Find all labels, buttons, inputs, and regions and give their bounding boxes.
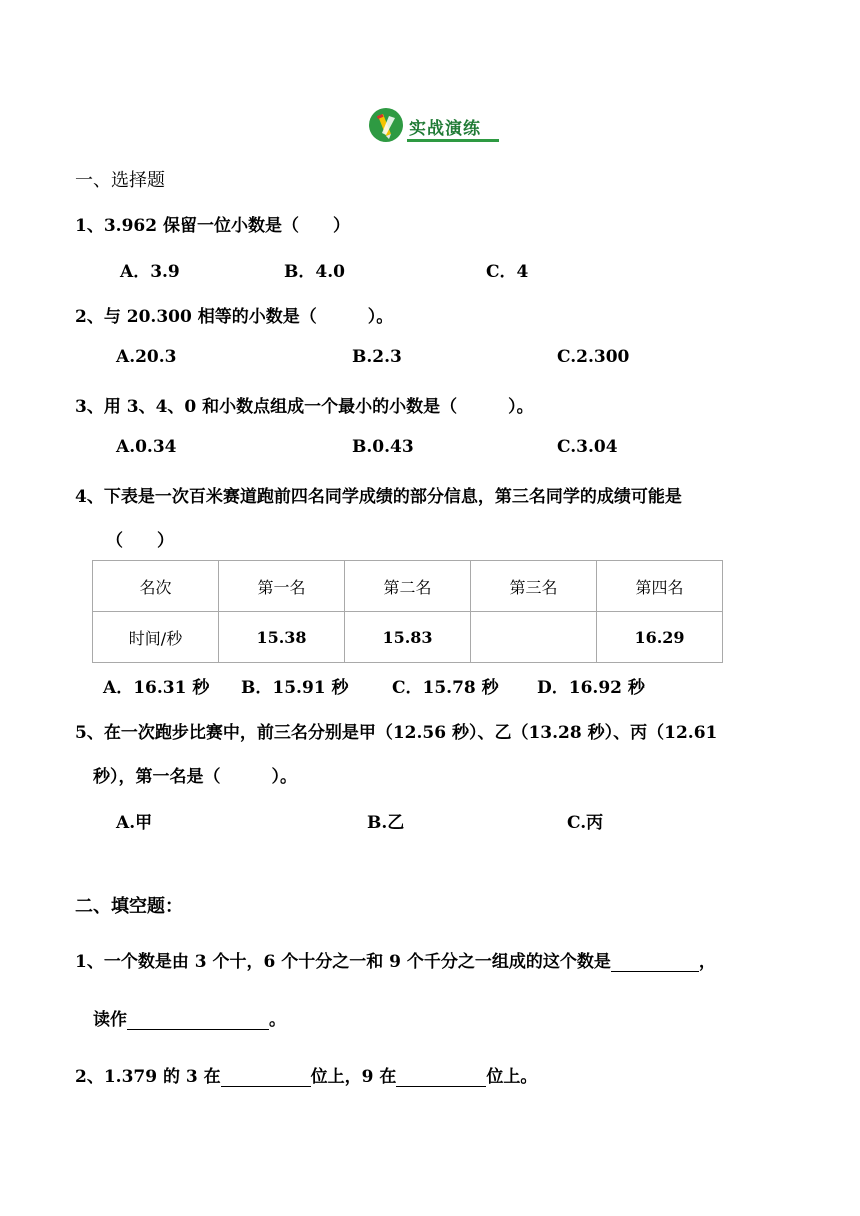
fill-question-2-text-a: 2、1.379 的 3 在 (75, 1067, 221, 1087)
badge-underline (407, 139, 499, 142)
question-5-option-c: C.丙 (567, 813, 604, 833)
table-cell: 16.29 (597, 612, 723, 663)
badge-label: 实战演练 (409, 119, 481, 139)
question-3-option-c: C.3.04 (557, 437, 618, 457)
question-2-stem: 2、与 20.300 相等的小数是（ ）。 (75, 307, 394, 327)
pencil-ruler-icon (369, 108, 403, 142)
question-5-option-a: A.甲 (116, 813, 153, 833)
question-5-stem-line1: 5、在一次跑步比赛中，前三名分别是甲（12.56 秒）、乙（13.28 秒）、丙（12.61 (75, 723, 718, 743)
question-4-option-d: D．16.92 秒 (537, 678, 645, 698)
question-4-stem-line1: 4、下表是一次百米赛道跑前四名同学成绩的部分信息，第三名同学的成绩可能是 (75, 487, 682, 507)
fill-question-1-read-label: 读作 (93, 1010, 127, 1030)
question-4-stem-line2: （ ） (106, 531, 174, 551)
table-header-cell: 名次 (93, 561, 219, 612)
question-3-option-a: A.0.34 (116, 437, 177, 457)
section-title-choice: 一、选择题 (75, 170, 165, 191)
answer-blank[interactable] (396, 1066, 486, 1087)
fill-question-1-line1 (75, 947, 716, 972)
punctuation: 。 (269, 1010, 286, 1030)
question-1-option-c: C．4 (486, 262, 529, 282)
question-2-option-a: A.20.3 (116, 347, 177, 367)
punctuation: ， (698, 952, 716, 972)
section-title-fill: 二、填空题： (75, 896, 183, 917)
score-table (92, 560, 723, 663)
fill-question-2-text-c: 位上。 (486, 1067, 538, 1087)
answer-blank[interactable] (221, 1066, 311, 1087)
question-3-option-b: B.0.43 (352, 437, 414, 457)
table-cell: 15.83 (345, 612, 471, 663)
fill-question-1-line2 (93, 1005, 286, 1030)
fill-question-2 (75, 1062, 537, 1087)
question-2-option-c: C.2.300 (557, 347, 630, 367)
table-row (93, 612, 723, 663)
table-cell (471, 612, 597, 663)
question-4-option-b: B．15.91 秒 (241, 678, 349, 698)
table-header-cell: 第一名 (219, 561, 345, 612)
table-header-row (93, 561, 723, 612)
table-cell: 15.38 (219, 612, 345, 663)
section-badge (369, 108, 501, 144)
table-header-cell: 第三名 (471, 561, 597, 612)
question-2-option-b: B.2.3 (352, 347, 402, 367)
question-1-stem: 1、3.962 保留一位小数是（ ） (75, 216, 350, 236)
question-4-option-c: C．15.78 秒 (392, 678, 499, 698)
table-header-cell: 第四名 (597, 561, 723, 612)
answer-blank[interactable] (127, 1009, 269, 1030)
fill-question-1-text: 1、一个数是由 3 个十，6 个十分之一和 9 个千分之一组成的这个数是 (75, 952, 611, 972)
table-cell: 时间/秒 (93, 612, 219, 663)
question-1-option-a: A．3.9 (120, 262, 180, 282)
answer-blank[interactable] (611, 951, 699, 972)
question-5-option-b: B.乙 (367, 813, 405, 833)
fill-question-2-text-b: 位上，9 在 (310, 1067, 397, 1087)
table-header-cell: 第二名 (345, 561, 471, 612)
question-5-stem-line2: 秒），第一名是（ ）。 (93, 767, 297, 787)
question-1-option-b: B．4.0 (284, 262, 345, 282)
question-4-option-a: A．16.31 秒 (103, 678, 210, 698)
question-3-stem: 3、用 3、4、0 和小数点组成一个最小的小数是（ ）。 (75, 397, 534, 417)
